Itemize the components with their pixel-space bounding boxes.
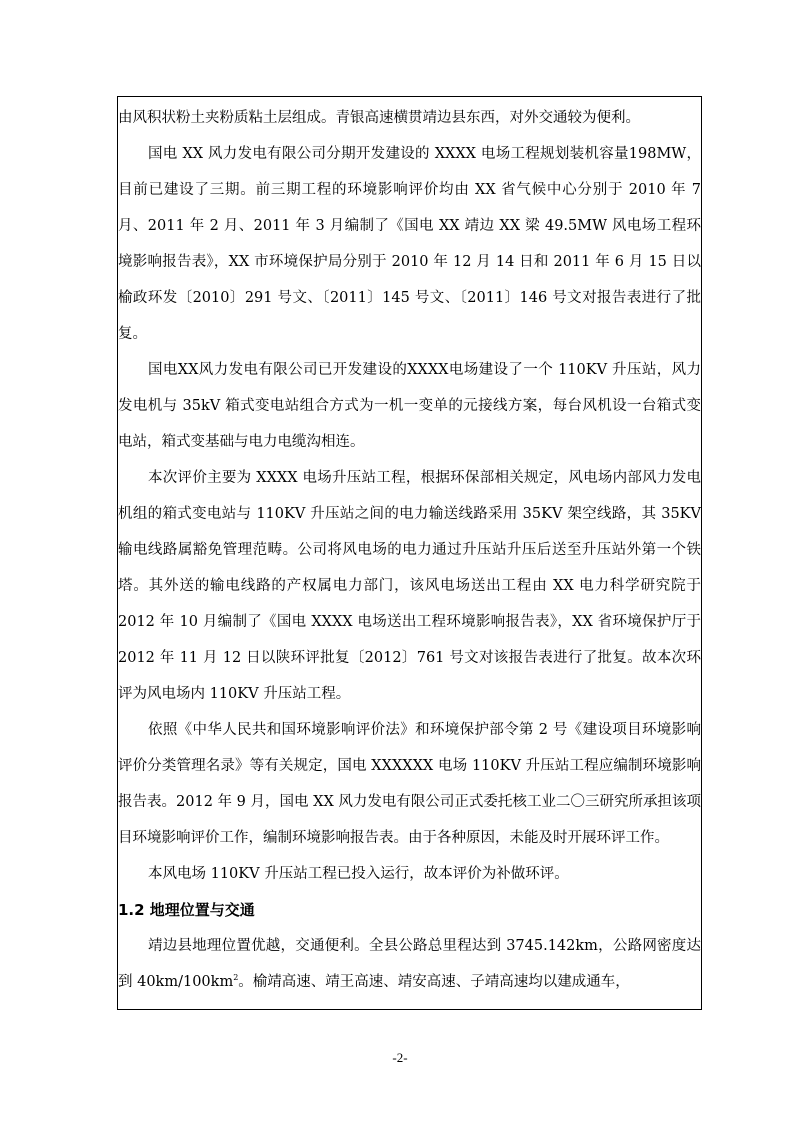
paragraph-supplementary: 本风电场 110KV 升压站工程已投入运行，故本评价为补做环评。 xyxy=(148,866,569,882)
superscript: 2 xyxy=(233,973,239,982)
paragraph-evaluation-scope: 本次评价主要为 XXXX 电场升压站工程，根据环保部相关规定，风电场内部风力发电机组的箱式变电站与 110KV 升压站之间的电力输送线路采用 35KV 架空线路，其 35KV 输电线路属豁免管理范畴。公司将风电场的电力通过升压站升压后送至升压站外第一个铁塔。其外送的输电线路的产权属电力部门，该风电场送出工程由 XX 电力科学研究院于 2012 年 10 月编制了《国电 XXXX 电场送出工程环境影响报告表》，XX 省环境保护厅于 2012 年 11 月 12 日以陕环评批复〔2012〕761 号文对该报告表进行了批复。故本次环评为风电场内 110KV 升压站工程。 xyxy=(118,470,701,702)
location-text-continued: 。榆靖高速、靖王高速、靖安高速、子靖高速均以建成通车， xyxy=(238,974,630,990)
paragraph-project-history: 国电 XX 风力发电有限公司分期开发建设的 XXXX 电场工程规划装机容量198MW，目前已建设了三期。前三期工程的环境影响评价均由 XX 省气候中心分别于 2010 年 7 月、2011 年 2 月、2011 年 3 月编制了《国电 XX 靖边 XX 梁 49.5MW 风电场工程环境影响报告表》，XX 市环境保护局分别于 2010 年 12 月 14 日和 2011 年 6 月 15 日以榆政环发〔2010〕291 号文、〔2011〕145 号文、〔2011〕146 号文对报告表进行了批复。 xyxy=(118,146,701,342)
location-text: 靖边县地理位置优越，交通便利。全县公路总里程达到 3745.142km，公路网密度达到 40km/100km xyxy=(118,938,701,990)
document-body xyxy=(118,100,701,1000)
page-number: -2- xyxy=(392,1050,408,1065)
paragraph-continuation: 由风积状粉土夹粉质粘土层组成。青银高速横贯靖边县东西，对外交通较为便利。 xyxy=(118,110,640,126)
section-heading: 1.2 地理位置与交通 xyxy=(118,901,255,919)
paragraph-substation: 国电XX风力发电有限公司已开发建设的XXXX电场建设了一个 110KV 升压站，风力发电机与 35kV 箱式变电站组合方式为一机一变单的元接线方案，每台风机设一台箱式变电站，箱式变基础与电力电缆沟相连。 xyxy=(118,362,701,450)
paragraph-legal-basis: 依照《中华人民共和国环境影响评价法》和环境保护部令第 2 号《建设项目环境影响评价分类管理名录》等有关规定，国电 XXXXXX 电场 110KV 升压站工程应编制环境影响报告表。2012 年 9 月，国电 XX 风力发电有限公司正式委托核工业二〇三研究所承担该项目环境影响评价工作，编制环境影响报告表。由于各种原因，未能及时开展环评工作。 xyxy=(118,722,701,846)
paragraph-location xyxy=(118,928,701,1000)
